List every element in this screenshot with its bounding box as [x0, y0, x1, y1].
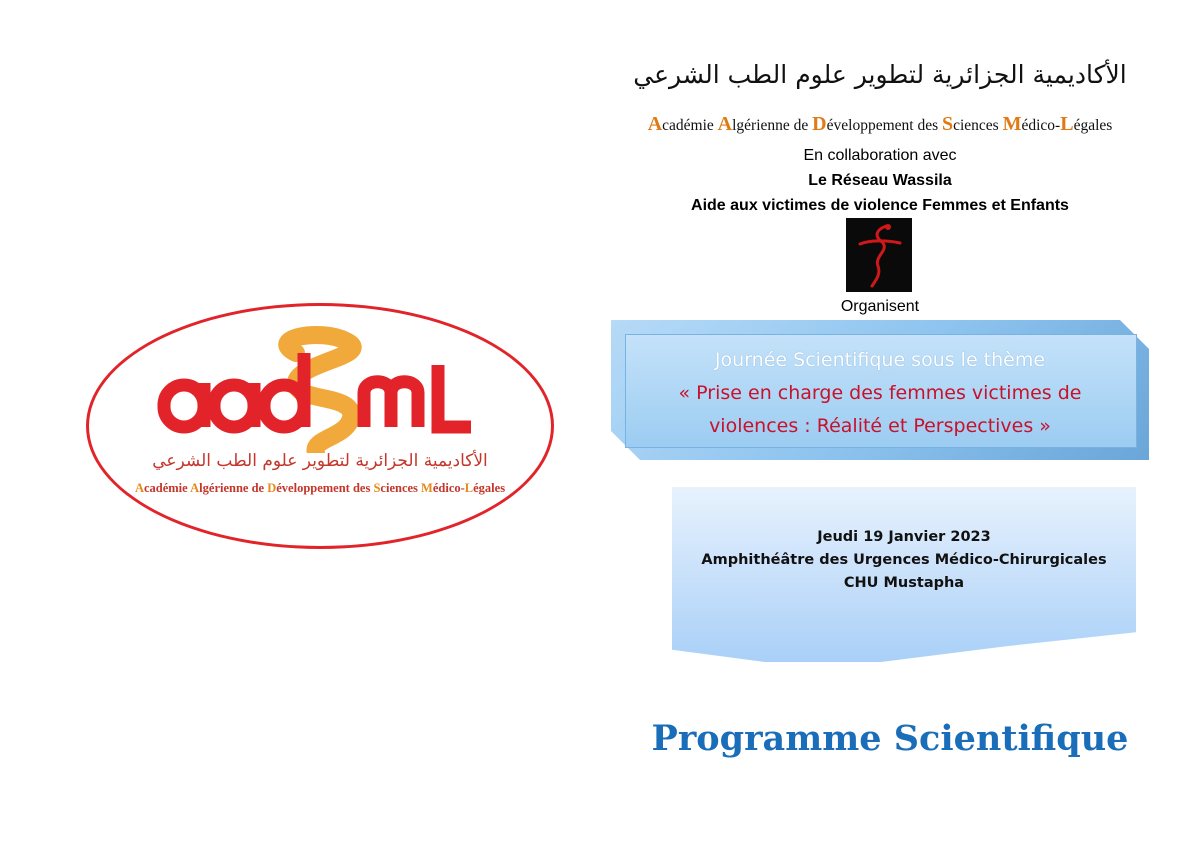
- event-date: Jeudi 19 Janvier 2023: [817, 529, 991, 545]
- event-hospital: CHU Mustapha: [843, 575, 965, 591]
- wassila-logo: [846, 218, 912, 292]
- partner-name: Le Réseau Wassila: [808, 172, 952, 189]
- wassila-figure-icon: [846, 218, 912, 292]
- collaboration-text: En collaboration avec: [803, 147, 957, 164]
- aadsml-logo: [86, 303, 554, 550]
- organisent-text: Organisent: [840, 298, 920, 315]
- theme-title-line1: « Prise en charge des femmes victimes de: [678, 382, 1082, 404]
- theme-title-line2: violences : Réalité et Perspectives »: [709, 415, 1051, 437]
- event-info-text: [672, 526, 1136, 595]
- logo-arabic-name: الأكاديمية الجزائرية لتطوير علوم الطب الشرعي: [152, 451, 488, 471]
- theme-text: [611, 344, 1149, 443]
- programme-title: Programme Scientifique: [651, 718, 1129, 759]
- theme-heading: Journée Scientifique sous le thème: [714, 349, 1046, 371]
- arabic-academy-name: الأكاديمية الجزائرية لتطوير علوم الطب الشرعي: [633, 60, 1127, 89]
- event-venue: Amphithéâtre des Urgences Médico-Chirurgicales: [701, 552, 1107, 568]
- partner-description: Aide aux victimes de violence Femmes et Enfants: [691, 197, 1069, 214]
- logo-acronym-graphic: [146, 323, 496, 453]
- french-academy-name: Académie Algérienne de Développement des Sciences Médico-Légales: [647, 113, 1113, 135]
- theme-box: [611, 320, 1149, 460]
- logo-french-name: Académie Algérienne de Développement des Sciences Médico-Légales: [134, 481, 506, 495]
